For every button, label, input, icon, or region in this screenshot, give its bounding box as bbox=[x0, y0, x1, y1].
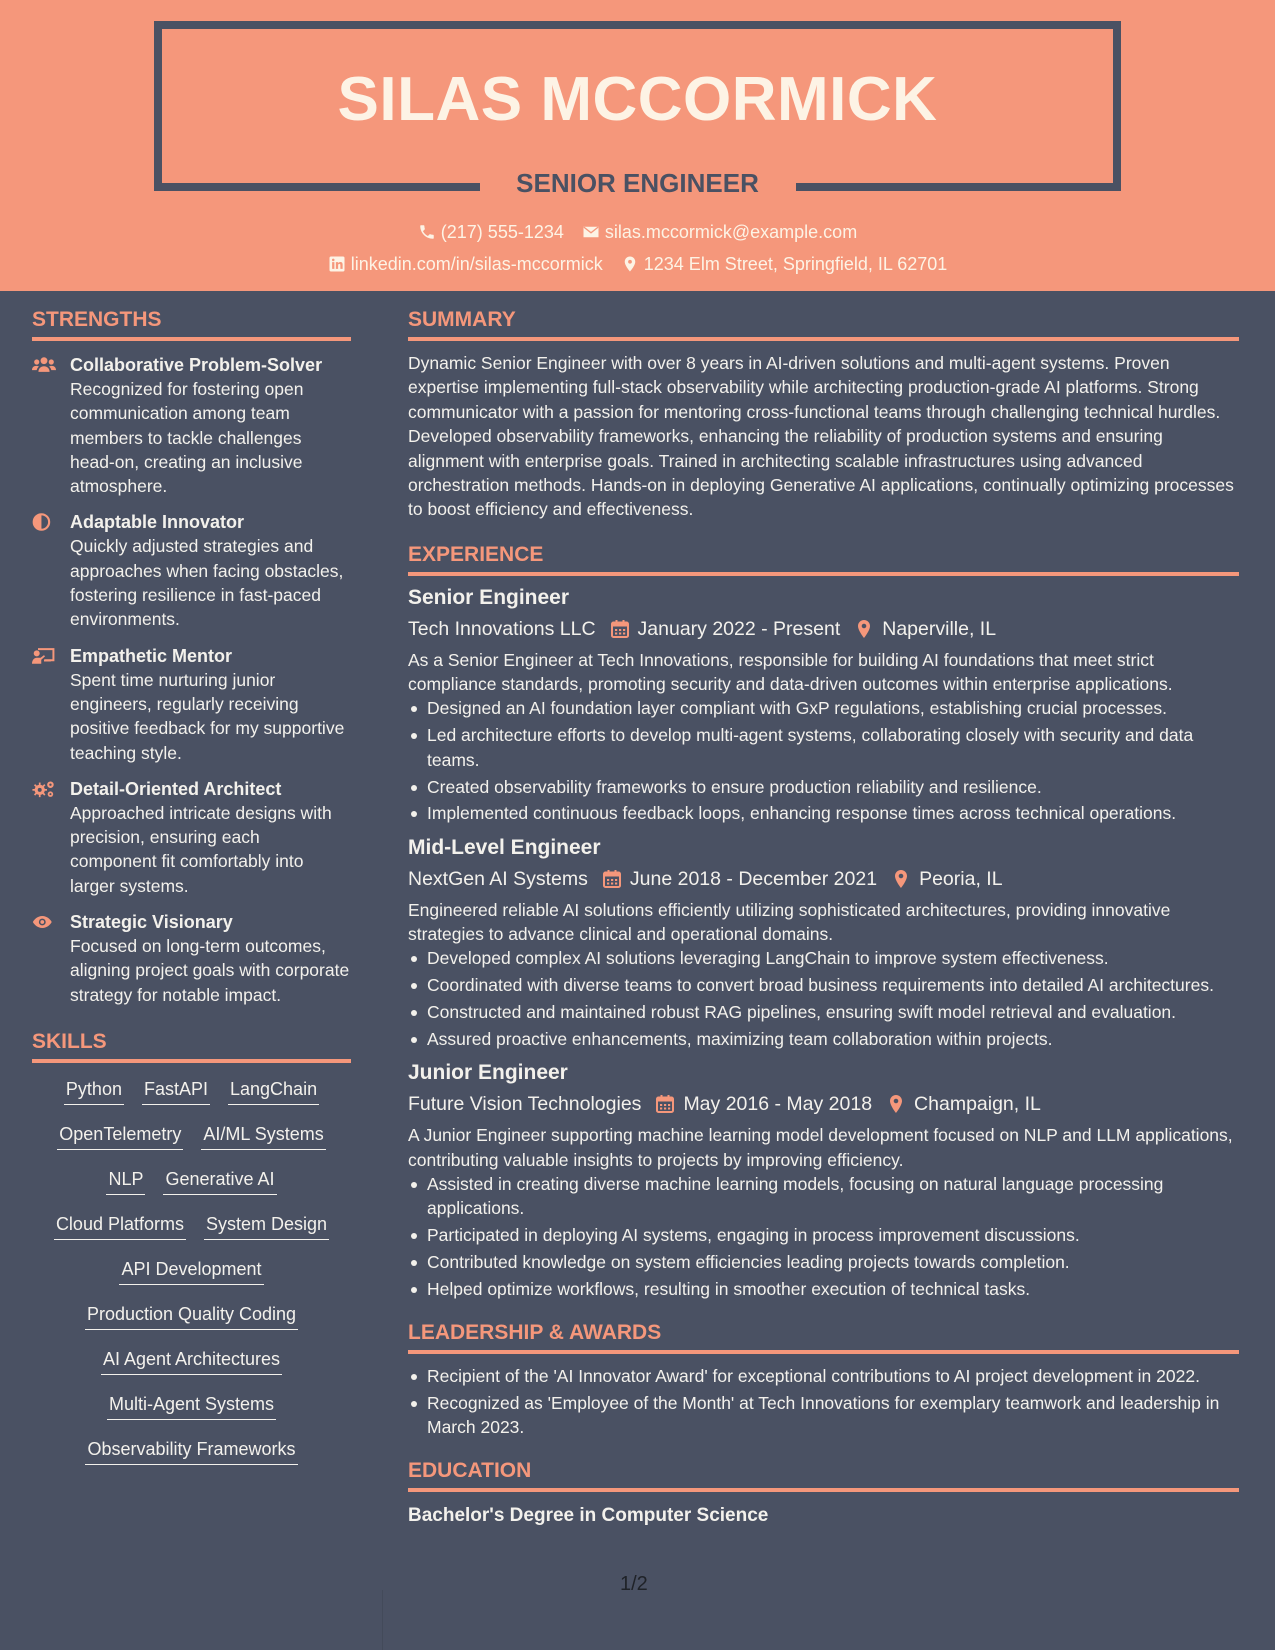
cogs-icon bbox=[32, 779, 56, 799]
resume-header bbox=[0, 0, 1275, 291]
summary-heading: SUMMARY bbox=[408, 291, 1239, 341]
experience-heading: EXPERIENCE bbox=[408, 526, 1239, 576]
left-column bbox=[32, 291, 351, 1482]
half-circle-icon bbox=[32, 512, 56, 532]
column-divider bbox=[382, 1590, 383, 1650]
strength-item bbox=[32, 910, 351, 1007]
skills-heading: SKILLS bbox=[32, 1013, 351, 1063]
skill-tag: Python bbox=[64, 1077, 124, 1105]
list-item: Led architecture efforts to develop multi-agent systems, collaborating closely with security and data teams. bbox=[408, 723, 1239, 772]
job-entry-title: Junior Engineer bbox=[408, 1061, 568, 1085]
job-entry-title: Senior Engineer bbox=[408, 585, 570, 609]
email-text: silas.mccormick@example.com bbox=[604, 222, 858, 242]
list-item: Designed an AI foundation layer compliant with GxP regulations, establishing crucial processes. bbox=[408, 696, 1239, 720]
job-dates: January 2022 - Present bbox=[637, 617, 841, 640]
list-item: Recipient of the 'AI Innovator Award' for exceptional contributions to AI project development in 2022. bbox=[408, 1364, 1239, 1388]
job-entry bbox=[408, 834, 1239, 1052]
job-entry-title: Mid-Level Engineer bbox=[408, 835, 601, 859]
list-item: Created observability frameworks to ensure production reliability and resilience. bbox=[408, 775, 1239, 799]
strength-name: Detail-Oriented Architect bbox=[70, 778, 282, 799]
strength-desc: Focused on long-term outcomes, aligning project goals with corporate strategy for notable impact. bbox=[70, 936, 350, 1005]
chalkboard-teacher-icon bbox=[32, 646, 56, 666]
job-company: NextGen AI Systems bbox=[408, 867, 588, 890]
calendar-icon bbox=[610, 619, 630, 639]
job-entry bbox=[408, 1059, 1239, 1301]
education-degree: Bachelor's Degree in Computer Science bbox=[408, 1504, 769, 1526]
job-location: Naperville, IL bbox=[882, 617, 997, 640]
address-text: 1234 Elm Street, Springfield, IL 62701 bbox=[643, 254, 948, 274]
job-title: SENIOR ENGINEER bbox=[516, 168, 759, 198]
leadership-heading: LEADERSHIP & AWARDS bbox=[408, 1304, 1239, 1354]
linkedin-text: linkedin.com/in/silas-mccormick bbox=[350, 254, 603, 274]
job-location: Peoria, IL bbox=[919, 867, 1003, 890]
users-icon bbox=[32, 355, 56, 375]
strength-item bbox=[32, 777, 351, 898]
strength-desc: Quickly adjusted strategies and approaches when facing obstacles, fostering resilience in fast-paced environments. bbox=[70, 536, 344, 630]
job-bullets bbox=[408, 696, 1239, 825]
contact-linkedin[interactable] bbox=[328, 252, 603, 276]
phone-icon bbox=[418, 223, 436, 241]
summary-text: Dynamic Senior Engineer with over 8 years in AI-driven solutions and multi-agent systems. Proven expertise implementing full-stack observability while architecting production-grade AI platforms. Strong communicator with a passion for mentoring cross-functional teams through challenging technical hurdles. Developed observability frameworks, enhancing the reliability of production systems and ensuring alignment with enterprise goals. Trained in architecting scalable infrastructures using advanced orchestration methods. Hands-on in deploying Generative AI applications, continually optimizing processes to boost efficiency and effectiveness. bbox=[408, 353, 1234, 520]
job-meta bbox=[408, 865, 1239, 893]
job-desc: As a Senior Engineer at Tech Innovations, responsible for building AI foundations that meet strict compliance standards, promoting security and data-driven outcomes within enterprise applications. bbox=[408, 649, 1173, 695]
job-desc: Engineered reliable AI solutions efficiently utilizing sophisticated architectures, providing innovative strategies to advance clinical and operational domains. bbox=[408, 899, 1171, 944]
skill-tag: Generative AI bbox=[163, 1167, 276, 1195]
envelope-icon bbox=[582, 223, 600, 241]
strength-name: Strategic Visionary bbox=[70, 912, 233, 933]
map-pin-icon bbox=[621, 255, 639, 273]
list-item: Contributed knowledge on system efficiencies leading projects towards completion. bbox=[408, 1250, 1239, 1274]
job-location: Champaign, IL bbox=[914, 1093, 1041, 1116]
linkedin-icon bbox=[328, 255, 346, 273]
list-item: Recognized as 'Employee of the Month' at Tech Innovations for exemplary teamwork and leadership in March 2023. bbox=[408, 1391, 1239, 1440]
job-entry bbox=[408, 584, 1239, 826]
contact-email[interactable] bbox=[582, 220, 857, 244]
right-column bbox=[408, 291, 1239, 1530]
map-pin-icon bbox=[891, 869, 911, 889]
list-item: Assisted in creating diverse machine learning models, focusing on natural language processing applications. bbox=[408, 1172, 1239, 1221]
strength-name: Collaborative Problem-Solver bbox=[70, 355, 323, 375]
strength-item bbox=[32, 510, 351, 631]
skill-tag: Observability Frameworks bbox=[85, 1437, 297, 1465]
job-desc: A Junior Engineer supporting machine learning model development focused on NLP and LLM applications, contributing valuable insights to projects by improving efficiency. bbox=[408, 1125, 1233, 1170]
strength-name: Empathetic Mentor bbox=[70, 645, 233, 666]
job-company: Tech Innovations LLC bbox=[408, 617, 596, 640]
skill-tag: Cloud Platforms bbox=[54, 1212, 186, 1240]
skill-tag: System Design bbox=[204, 1212, 329, 1240]
list-item: Coordinated with diverse teams to convert broad business requirements into detailed AI architectures. bbox=[408, 973, 1239, 997]
strength-item bbox=[32, 353, 351, 498]
eye-icon bbox=[32, 912, 56, 932]
strength-name: Adaptable Innovator bbox=[70, 512, 245, 533]
list-item: Constructed and maintained robust RAG pipelines, ensuring swift model retrieval and evaluation. bbox=[408, 1000, 1239, 1024]
job-bullets bbox=[408, 1172, 1239, 1301]
strength-item bbox=[32, 644, 351, 765]
contact-address bbox=[621, 252, 948, 276]
job-bullets bbox=[408, 946, 1239, 1051]
page-number: 1/2 bbox=[620, 1573, 648, 1595]
skill-tag: NLP bbox=[106, 1167, 145, 1195]
contact-row bbox=[0, 220, 1275, 244]
job-dates: May 2016 - May 2018 bbox=[683, 1093, 873, 1116]
strengths-heading: STRENGTHS bbox=[32, 291, 351, 341]
skill-tag: API Development bbox=[119, 1257, 263, 1285]
job-meta bbox=[408, 615, 1239, 643]
map-pin-icon bbox=[854, 619, 874, 639]
strength-desc: Spent time nurturing junior engineers, regularly receiving positive feedback for my supportive teaching style. bbox=[70, 669, 345, 763]
calendar-icon bbox=[602, 869, 622, 889]
skills-list bbox=[32, 1077, 351, 1482]
skill-tag: FastAPI bbox=[142, 1077, 210, 1105]
strength-desc: Approached intricate designs with precision, ensuring each component fit comfortably into larger systems. bbox=[70, 802, 332, 896]
calendar-icon bbox=[655, 1094, 675, 1114]
contact-row bbox=[0, 252, 1275, 276]
candidate-name: SILAS MCCORMICK bbox=[337, 65, 938, 134]
map-pin-icon bbox=[886, 1094, 906, 1114]
skill-tag: AI Agent Architectures bbox=[101, 1347, 282, 1375]
skill-tag: AI/ML Systems bbox=[201, 1122, 325, 1150]
list-item: Implemented continuous feedback loops, enhancing response times across technical operations. bbox=[408, 801, 1239, 825]
phone-text: (217) 555-1234 bbox=[440, 222, 564, 242]
skill-tag: Production Quality Coding bbox=[85, 1302, 298, 1330]
skill-tag: Multi-Agent Systems bbox=[107, 1392, 276, 1420]
list-item: Developed complex AI solutions leveraging LangChain to improve system effectiveness. bbox=[408, 946, 1239, 970]
education-heading: EDUCATION bbox=[408, 1442, 1239, 1492]
skill-tag: OpenTelemetry bbox=[57, 1122, 183, 1150]
contact-phone[interactable] bbox=[418, 220, 564, 244]
list-item: Assured proactive enhancements, maximizing team collaboration within projects. bbox=[408, 1027, 1239, 1051]
list-item: Helped optimize workflows, resulting in smoother execution of technical tasks. bbox=[408, 1277, 1239, 1301]
strength-desc: Recognized for fostering open communication among team members to tackle challenges head-on, creating an inclusive atmosphere. bbox=[70, 379, 304, 497]
list-item: Participated in deploying AI systems, engaging in process improvement discussions. bbox=[408, 1223, 1239, 1247]
job-company: Future Vision Technologies bbox=[408, 1093, 642, 1116]
skill-tag: LangChain bbox=[228, 1077, 319, 1105]
job-meta bbox=[408, 1090, 1239, 1118]
job-dates: June 2018 - December 2021 bbox=[629, 867, 878, 890]
awards-list bbox=[408, 1364, 1239, 1439]
